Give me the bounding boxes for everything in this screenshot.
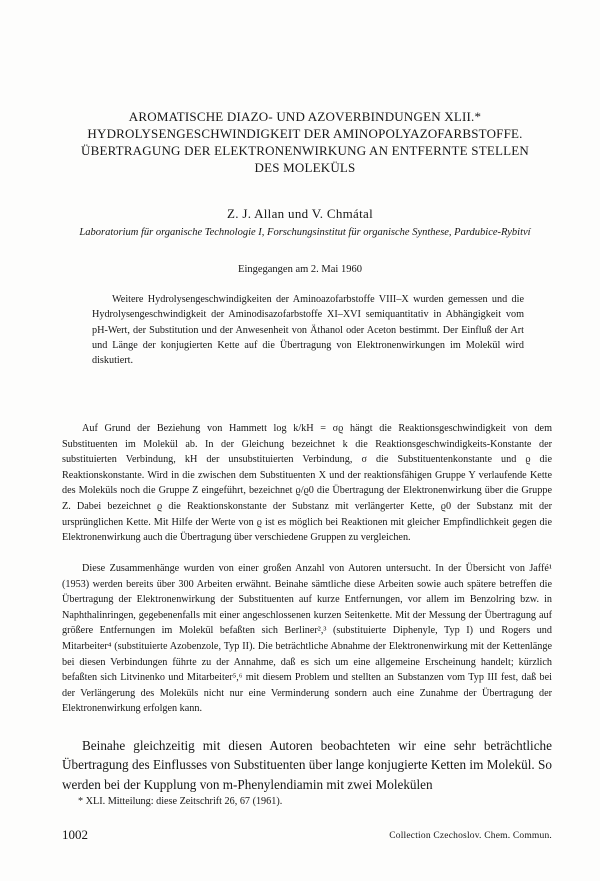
body-paragraph-3: Beinahe gleichzeitig mit diesen Autoren beobachteten wir eine sehr beträchtliche Übertragung des Einflusses von Substituenten über lange konjugierte Ketten im Molekül. So werden bei der Kupplung von m-Phenylendiamin mit zwei Molekülen [62,738,552,792]
journal-name: Collection Czechoslov. Chem. Commun. [389,831,552,841]
affiliation: Laboratorium für organische Technologie I, Forschungsinstitut für organische Synthese, Pardubice-Rybitví [79,227,531,238]
body-paragraph-1: Auf Grund der Beziehung von Hammett log k/kH = σϱ hängt die Reaktionsgeschwindigkeit von dem Substituenten im Molekül ab. In der Gleichung bezeichnet k die Reaktionsgeschwindigkeits-Konstante der substituierten Verbindung, kH der unsubstituierten Verbindung, σ die Substituentenkonstante und ϱ die Reaktionskonstante. Wird in die zwischen dem Substituenten X und der reaktionsfähigen Gruppe Y verlaufende Kette des Moleküls noch die Gruppe Z eingeführt, bezeichnet ϱ/ϱ0 die Übertragung der Elektronenwirkung über die Gruppe Z. Dabei bezeichnet ϱ die Reaktionskonstante der Substanz mit verlängerter Kette, ϱ0 der Substanz mit der ursprünglichen Kette. Mit Hilfe der Werte von ϱ ist es möglich bei Reaktionen mit gleicher Empfindlichkeit gegen die Elektronenwirkung auch die Übertragung über verschiedene Gruppen zu vergleichen. [62,423,552,544]
authors: Z. J. Allan und V. Chmátal [227,206,373,221]
title-line-3: ÜBERTRAGUNG DER ELEKTRONENWIRKUNG AN ENTFERNTE STELLEN [80,143,529,158]
body-paragraph-2: Diese Zusammenhänge wurden von einer großen Anzahl von Autoren untersucht. In der Übersicht von Jaffé¹ (1953) werden bereits über 300 Arbeiten erwähnt. Beinahe sämtliche diese Arbeiten sowie auch spätere betreffen die Übertragung der Elektronenwirkung der Substituenten auf kurze Entfernungen, vor allem im Benzolring bzw. in Naphthalinringen, gegebenenfalls mit einer angeschlossenen kurzen Seitenkette. Mit der Messung der Übertragung auf größere Entfernungen im Molekül befaßten sich Berliner²,³ (substituierte Diphenyle, Typ I) und Rogers und Mitarbeiter⁴ (substituierte Azobenzole, Typ II). Die beträchtliche Abnahme der Elektronenwirkung mit der Kettenlänge bei diesen Verbindungen führte zu der Annahme, daß es sich um eine allgemeine Erscheinung handelt; kürzlich befaßten sich Litvinenko und Mitarbeiter⁵,⁶ mit diesem Problem und stellten an Substanzen vom Typ III fest, daß bei der Verlängerung des Moleküls nicht nur eine Verminderung sondern auch eine Zunahme der Übertragung der Elektronenwirkung erfolgen kann. [62,563,552,715]
footnote: * XLI. Mitteilung: diese Zeitschrift 26, 67 (1961). [78,796,283,807]
title-line-2: HYDROLYSENGESCHWINDIGKEIT DER AMINOPOLYAZOFARBSTOFFE. [87,126,523,141]
received-date: Eingegangen am 2. Mai 1960 [238,264,362,275]
page-number: 1002 [62,827,88,842]
title-line-4: DES MOLEKÜLS [254,160,356,175]
abstract: Weitere Hydrolysengeschwindigkeiten der Aminoazofarbstoffe VIII–X wurden gemessen und die Hydrolysengeschwindigkeit der Aminodisazofarbstoffe XI–XVI semiquantitativ in Abhängigkeit vom pH-Wert, der Substitution und der Anwesenheit von Äthanol oder Aceton bestimmt. Der Einfluß der Art und Länge der konjugierten Kette auf die Übertragung von Elektronenwirkungen im Molekül wird diskutiert. [92,294,524,367]
title-line-1: AROMATISCHE DIAZO- UND AZOVERBINDUNGEN XLII.* [128,109,482,124]
article-title [70,108,540,176]
